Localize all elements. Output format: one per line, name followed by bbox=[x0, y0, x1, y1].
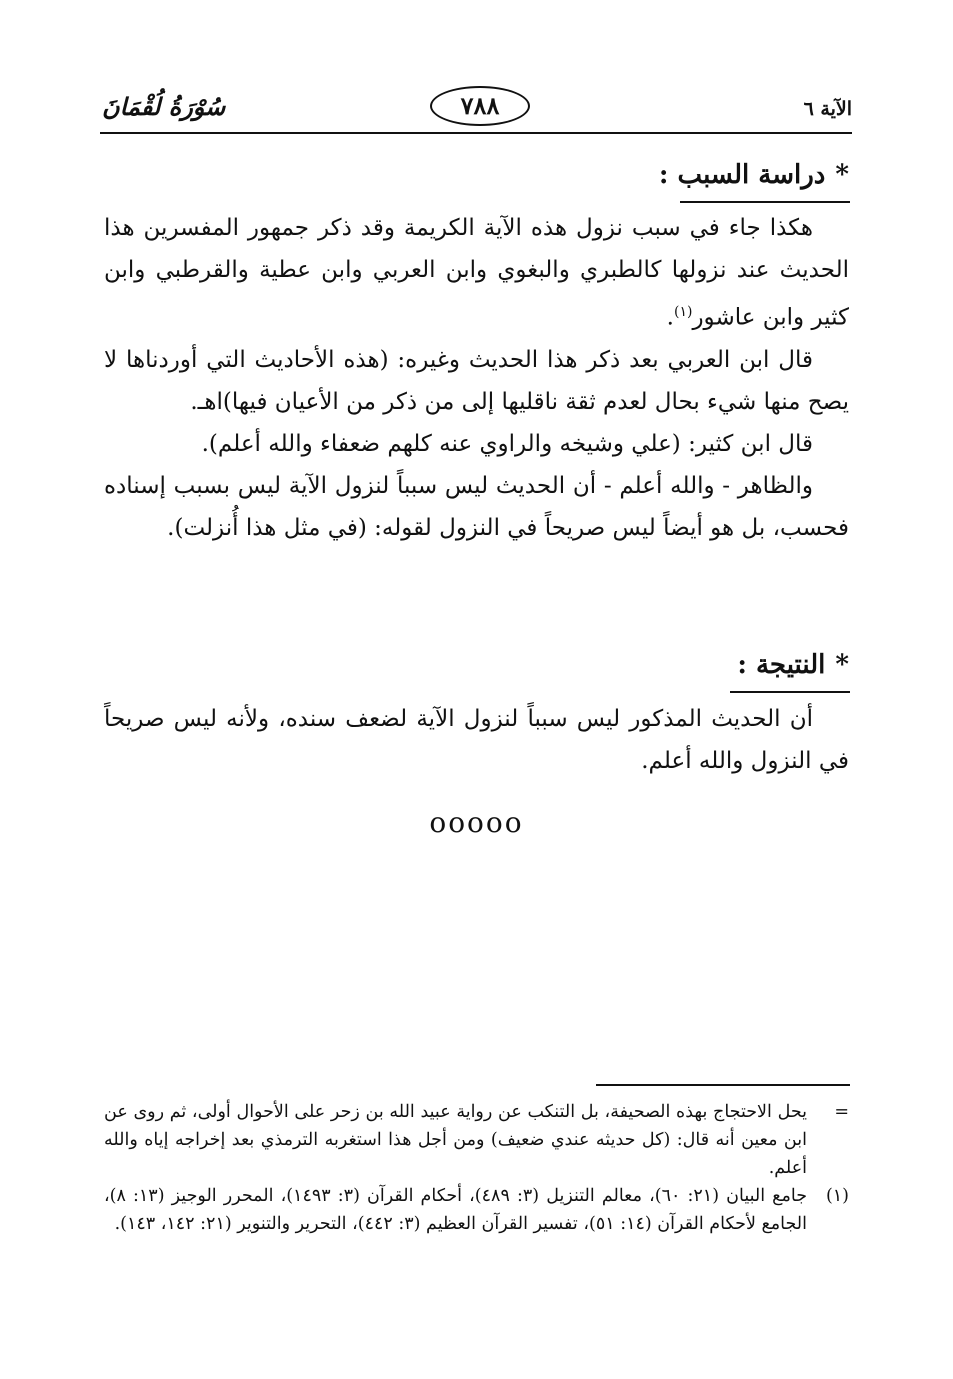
page-header bbox=[100, 80, 852, 140]
footnote-divider bbox=[596, 1084, 850, 1086]
star-bullet-icon: * bbox=[835, 650, 849, 680]
section-body-study bbox=[104, 207, 849, 549]
section-title: دراسة السبب : bbox=[658, 160, 826, 190]
header-divider bbox=[100, 132, 852, 134]
section-heading-result bbox=[737, 650, 849, 680]
paragraph: قال ابن العربي بعد ذكر هذا الحديث وغيره: (هذه الأحاديث التي أوردناها لا يصح منها شيء بحال لعدم ثقة ناقليها إلى من ذكر من الأعيان فيها)اهـ. bbox=[104, 346, 849, 415]
footnotes bbox=[104, 1098, 849, 1238]
footnote bbox=[104, 1098, 849, 1182]
verse-label: الآية ٦ bbox=[803, 98, 852, 120]
heading-underline bbox=[680, 201, 850, 203]
footnote-text: جامع البيان (٢١: ٦٠)، معالم التنزيل (٣: ٤٨٩)، أحكام القرآن (٣: ١٤٩٣)، المحرر الوجيز (١٣: ٨)، الجامع لأحكام القرآن (١٤: ٥١)، تفسير القرآن العظيم (٣: ٤٤٢)، التحرير والتنوير (٢١: ١٤٢، ١٤٣). bbox=[104, 1186, 808, 1234]
page-number: ٧٨٨ bbox=[430, 86, 530, 126]
footnote-text: يحل الاحتجاج بهذه الصحيفة، بل التنكب عن رواية عبيد الله بن زحر على الأحوال أولى، ثم روى عن ابن معين أنه قال: (كل حديثه عندي ضعيف) ومن أجل هذا استغربه الترمذي بعد إخراجه إياه والله أعلم. bbox=[104, 1102, 807, 1178]
star-bullet-icon: * bbox=[835, 160, 849, 190]
footnote-marker: = bbox=[834, 1102, 849, 1122]
heading-underline bbox=[730, 691, 850, 693]
paragraph: والظاهر - والله أعلم - أن الحديث ليس سبباً لنزول الآية ليس بسبب إسناده فحسب، بل هو أيضاً ليس صريحاً في النزول لقوله: (في مثل هذا أُنزلت). bbox=[104, 472, 849, 541]
footnote-ref: (١) bbox=[673, 304, 693, 320]
paragraph: قال ابن كثير: (علي وشيخه والراوي عنه كلهم ضعفاء والله أعلم). bbox=[201, 430, 813, 457]
section-body-result bbox=[104, 698, 849, 782]
surah-title: سُوْرَةُ لُقْمَانَ bbox=[102, 92, 226, 121]
section-heading-study bbox=[659, 160, 849, 190]
paragraph: أن الحديث المذكور ليس سبباً لنزول الآية لضعف سنده، ولأنه ليس صريحاً في النزول والله أعلم. bbox=[104, 706, 849, 774]
paragraph: هكذا جاء في سبب نزول هذه الآية الكريمة وقد ذكر جمهور المفسرين هذا الحديث عند نزولها كالطبري والبغوي وابن العربي وابن عطية والقرطبي وابن كثير وابن عاشور$^{(١)}$. bbox=[104, 215, 849, 331]
footnote bbox=[104, 1182, 849, 1238]
footnote-marker: (١) bbox=[825, 1186, 849, 1206]
section-title: النتيجة : bbox=[737, 650, 826, 680]
section-separator: ooooo bbox=[429, 806, 524, 839]
